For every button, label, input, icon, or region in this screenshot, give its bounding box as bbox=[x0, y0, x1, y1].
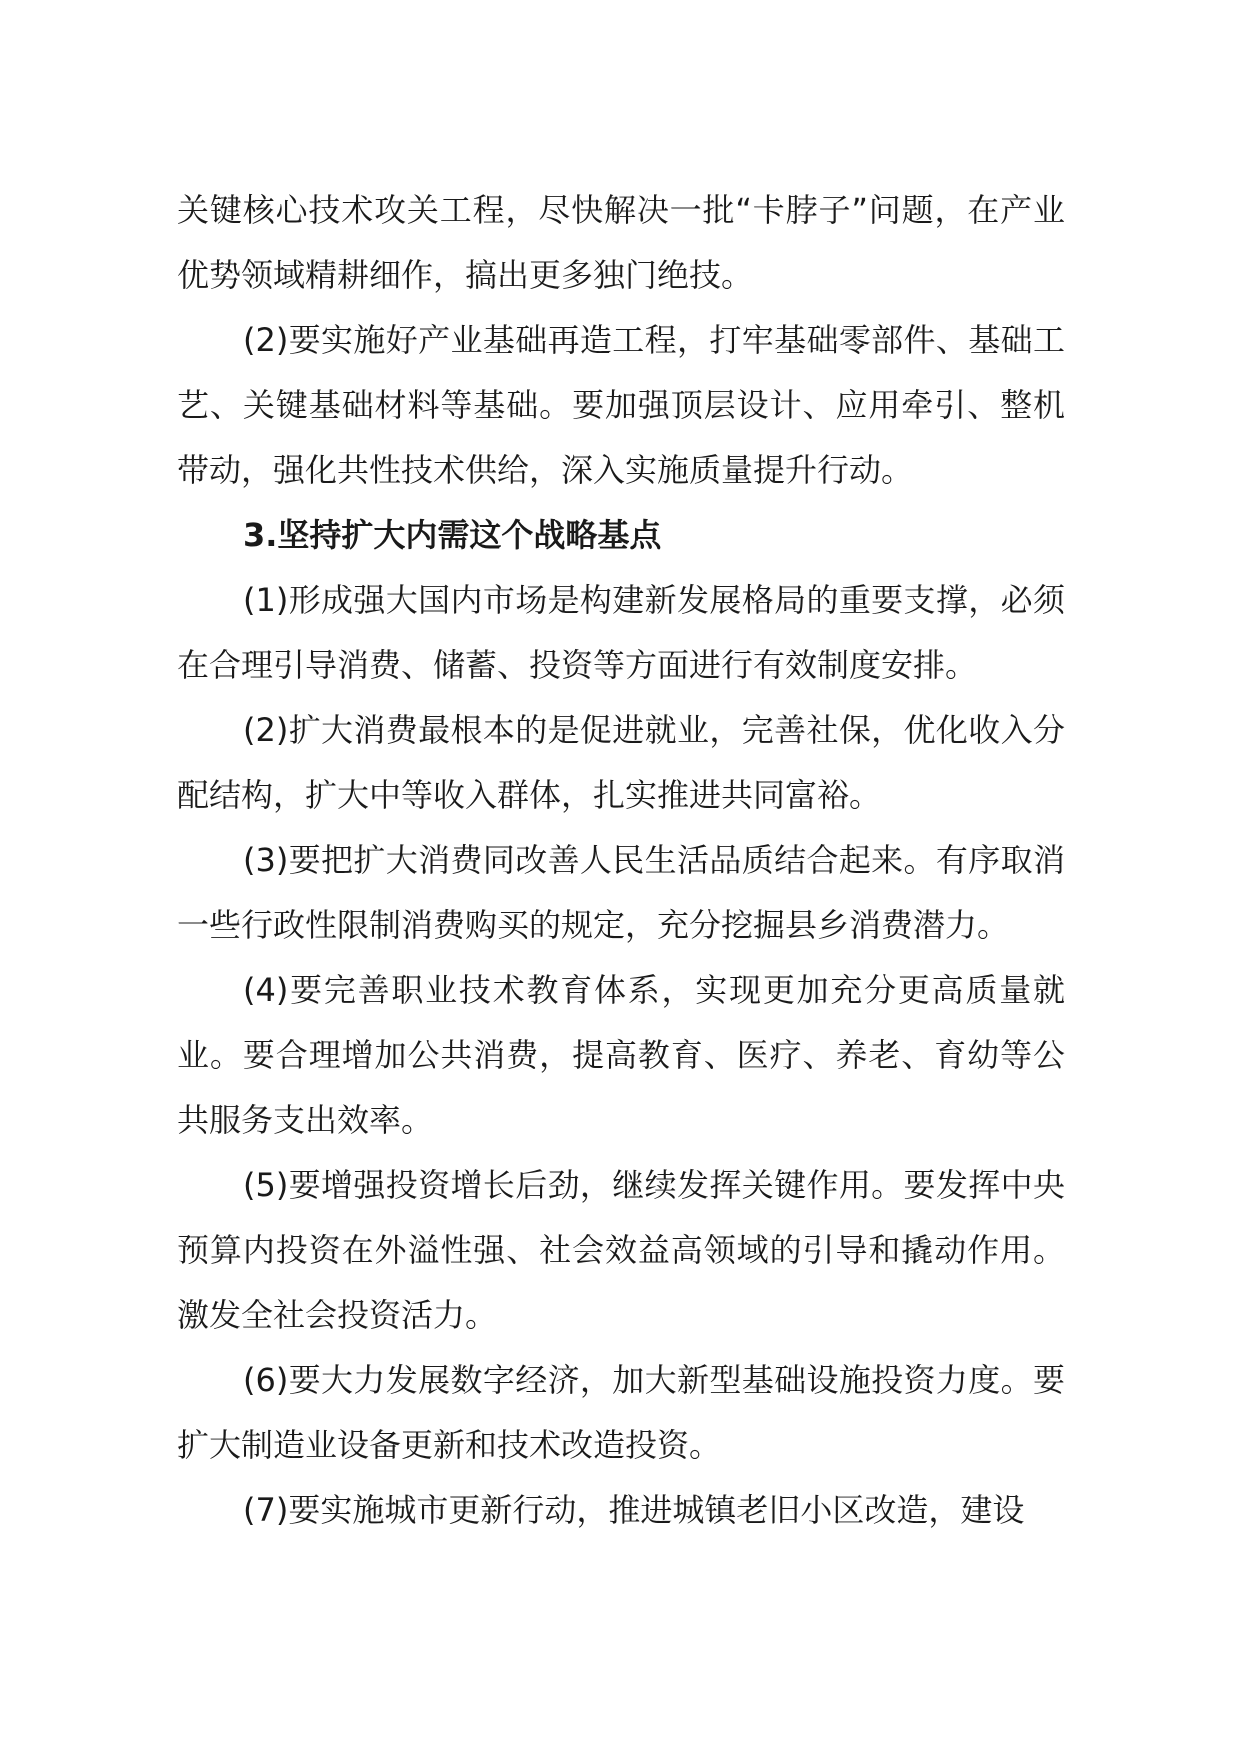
paragraph-item-4: (4)要完善职业技术教育体系，实现更加充分更高质量就业。要合理增加公共消费，提高教育、医疗、养老、育幼等公共服务支出效率。 bbox=[177, 971, 1065, 1139]
paragraph-item-6: (6)要大力发展数字经济，加大新型基础设施投资力度。要扩大制造业设备更新和技术改造投资。 bbox=[177, 1361, 1065, 1464]
paragraph-item-1: (1)形成强大国内市场是构建新发展格局的重要支撑，必须在合理引导消费、储蓄、投资等方面进行有效制度安排。 bbox=[177, 581, 1065, 684]
paragraph-item-2: (2)扩大消费最根本的是促进就业，完善社保，优化收入分配结构，扩大中等收入群体，扎实推进共同富裕。 bbox=[177, 711, 1065, 814]
paragraph-item-7: (7)要实施城市更新行动，推进城镇老旧小区改造，建设 bbox=[243, 1491, 1025, 1529]
document-body bbox=[177, 178, 1065, 1543]
section-heading: 3.坚持扩大内需这个战略基点 bbox=[243, 516, 662, 554]
paragraph-item-2: (2)要实施好产业基础再造工程，打牢基础零部件、基础工艺、关键基础材料等基础。要加强顶层设计、应用牵引、整机带动，强化共性技术供给，深入实施质量提升行动。 bbox=[177, 321, 1065, 489]
paragraph-item-3: (3)要把扩大消费同改善人民生活品质结合起来。有序取消一些行政性限制消费购买的规定，充分挖掘县乡消费潜力。 bbox=[177, 841, 1065, 944]
paragraph-item-5: (5)要增强投资增长后劲，继续发挥关键作用。要发挥中央预算内投资在外溢性强、社会效益高领域的引导和撬动作用。激发全社会投资活力。 bbox=[177, 1166, 1065, 1334]
paragraph-continuation: 关键核心技术攻关工程，尽快解决一批“卡脖子”问题，在产业优势领域精耕细作，搞出更多独门绝技。 bbox=[177, 191, 1065, 294]
